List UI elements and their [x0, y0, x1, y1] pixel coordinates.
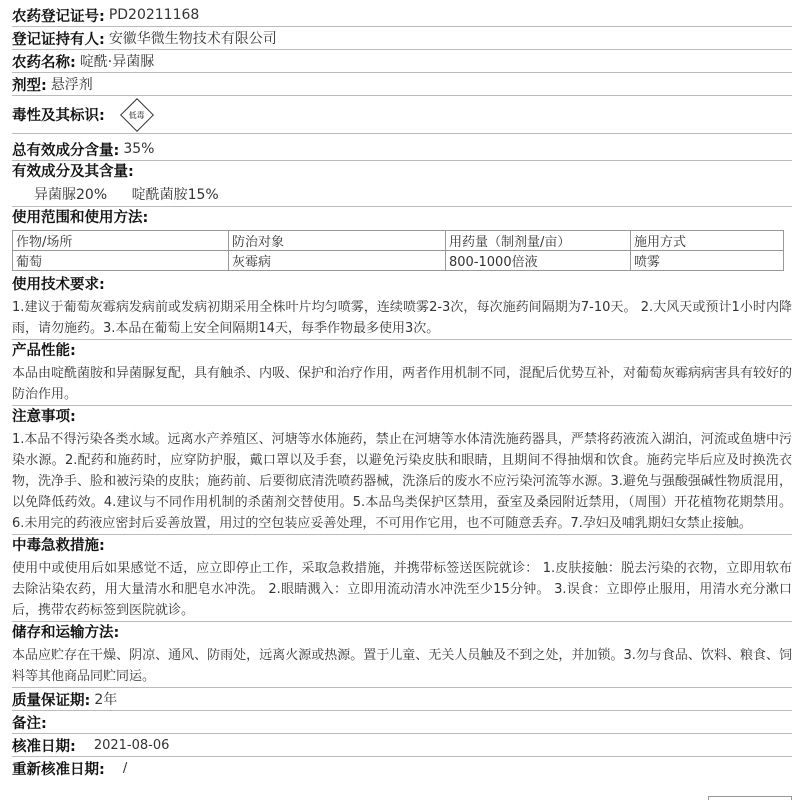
- table-cell: 葡萄: [13, 251, 229, 271]
- shelf-label: 质量保证期:: [12, 692, 91, 709]
- page-corner-box: [708, 796, 792, 800]
- table-cell: 灰霉病: [229, 251, 446, 271]
- firstaid-text: 使用中或使用后如果感觉不适，应立即停止工作，采取急救措施，并携带标签送医院就诊： 1.皮肤接触：脱去污染的衣物，立即用软布去除沾染农药，用大量清水和肥皂水冲洗。 2.眼睛溅入：立即用流动清水冲洗至少15分钟。 3.误食：立即停止服用，用清水充分漱口后，携带农药标签到医院就诊。: [12, 561, 792, 618]
- table-header-row: [13, 231, 784, 251]
- table-cell: 喷雾: [631, 251, 784, 271]
- total-row: [12, 138, 792, 161]
- toxicity-label: 毒性及其标识:: [12, 108, 105, 124]
- table-cell: 800-1000倍液: [446, 251, 631, 271]
- form-label: 剂型:: [12, 77, 47, 94]
- table-row: [13, 251, 784, 271]
- ingredients-label: 有效成分及其含量:: [12, 164, 134, 180]
- total-value: 35%: [123, 141, 155, 157]
- reapprove-label: 重新核准日期:: [12, 762, 105, 778]
- reapprove-value: /: [122, 761, 128, 776]
- approve-value: 2021-08-06: [93, 737, 170, 753]
- remark-row: [12, 711, 792, 734]
- performance-label: 产品性能:: [12, 343, 76, 359]
- reg-no-row: [12, 4, 792, 27]
- approve-label: 核准日期:: [12, 738, 76, 755]
- notes-section: [12, 406, 792, 535]
- performance-text: 本品由啶酰菌胺和异菌脲复配，具有触杀、内吸、保护和治疗作用，两者作用机制不同，混配后优势互补，对葡萄灰霉病病害具有较好的防治作用。: [12, 366, 793, 402]
- tech-label: 使用技术要求:: [12, 277, 105, 293]
- firstaid-section: [12, 535, 792, 622]
- usage-table: [12, 230, 784, 271]
- shelf-value: 2年: [94, 692, 118, 708]
- usage-label: 使用范围和使用方法:: [12, 210, 149, 226]
- holder-label: 登记证持有人:: [12, 31, 105, 48]
- notes-label: 注意事项:: [12, 409, 76, 425]
- notes-text: 1.本品不得污染各类水域。远离水产养殖区、河塘等水体施药，禁止在河塘等水体清洗施药器具，严禁将药液流入湖泊，河流或鱼塘中污染水源。2.配药和施药时，应穿防护服，戴口罩以及手套，以避免污染皮肤和眼睛，且期间不得抽烟和饮食。施药完毕后应及时换洗衣物，洗净手、脸和被污染的皮肤；施药前、后要彻底清洗喷药器械，洗涤后的废水不应污染河流等水源。3.避免与强酸强碱性物质混用，以免降低药效。4.建议与不同作用机制的杀菌剂交替使用。5.本品鸟类保护区禁用，蚕室及桑园附近禁用，（周围）开花植物花期禁用。6.未用完的药液应密封后妥善放置，用过的空包装应妥善处理，不可用作它用，也不可随意丢弃。7.孕妇及哺乳期妇女禁止接触。: [12, 432, 792, 531]
- approve-row: [12, 734, 792, 757]
- ingredient-item: 啶酰菌胺15%: [131, 187, 219, 203]
- performance-section: [12, 340, 792, 406]
- firstaid-label: 中毒急救措施:: [12, 538, 105, 554]
- ingredient-item: 异菌脲20%: [34, 187, 108, 203]
- table-header-cell: 防治对象: [229, 231, 446, 251]
- reg-no-value: PD20211168: [108, 7, 200, 23]
- total-label: 总有效成分含量:: [12, 142, 120, 159]
- storage-label: 储存和运输方法:: [12, 625, 120, 641]
- table-header-cell: 作物/场所: [13, 231, 229, 251]
- shelf-row: [12, 688, 792, 711]
- table-header-cell: 施用方式: [631, 231, 784, 251]
- usage-section: [12, 207, 792, 271]
- toxicity-mark-text: 低毒: [128, 110, 145, 119]
- reg-no-label: 农药登记证号:: [12, 8, 105, 25]
- ingredients-list: [12, 184, 792, 206]
- remark-label: 备注:: [12, 715, 47, 732]
- holder-row: [12, 27, 792, 50]
- toxicity-mark-icon: [120, 98, 154, 132]
- form-row: [12, 73, 792, 96]
- table-header-cell: 用药量（制剂量/亩）: [446, 231, 631, 251]
- form-value: 悬浮剂: [50, 77, 93, 93]
- toxicity-row: [12, 96, 792, 134]
- holder-value: 安徽华微生物技术有限公司: [108, 31, 277, 47]
- storage-section: [12, 622, 792, 688]
- reapprove-row: [12, 757, 792, 780]
- name-label: 农药名称:: [12, 54, 76, 71]
- name-value: 啶酰·异菌脲: [79, 54, 155, 70]
- storage-text: 本品应贮存在干燥、阴凉、通风、防雨处，远离火源或热源。置于儿童、无关人员触及不到之处，并加锁。3.勿与食品、饮料、粮食、饲料等其他商品同贮同运。: [12, 648, 792, 684]
- name-row: [12, 50, 792, 73]
- tech-section: [12, 274, 792, 340]
- ingredients-section: [12, 161, 792, 207]
- tech-text: 1.建议于葡萄灰霉病发病前或发病初期采用全株叶片均匀喷雾，连续喷雾2-3次，每次施药间隔期为7-10天。 2.大风天或预计1小时内降雨，请勿施药。3.本品在葡萄上安全间隔期14天，每季作物最多使用3次。: [12, 300, 792, 336]
